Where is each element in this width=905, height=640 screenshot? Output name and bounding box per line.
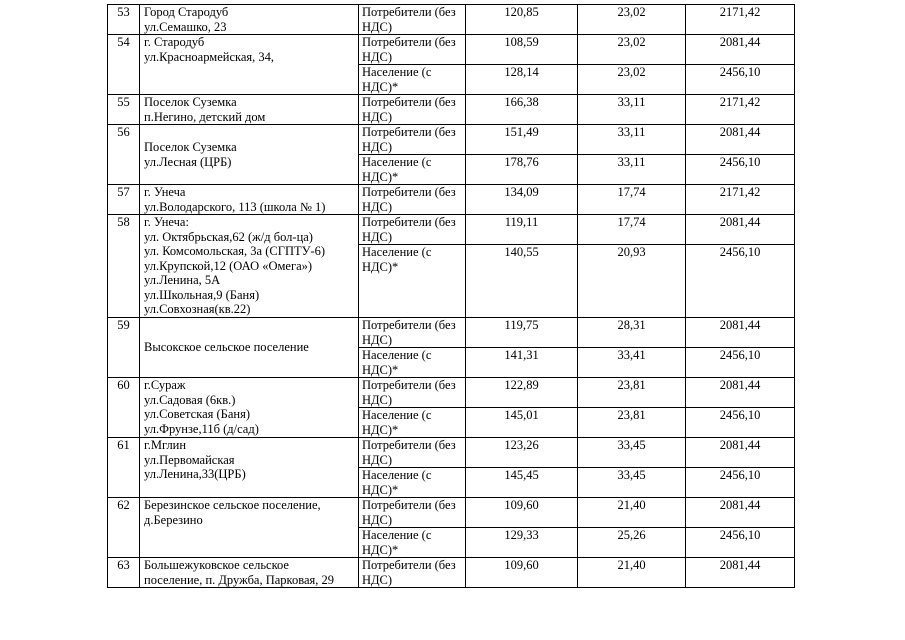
table-row bbox=[108, 95, 795, 125]
row-number: 53 bbox=[108, 5, 140, 35]
value-cell: 21,40 bbox=[578, 558, 686, 588]
value-cell: 33,11 bbox=[578, 95, 686, 125]
value-cell: 151,49 bbox=[466, 125, 578, 155]
tariff-table bbox=[107, 4, 795, 588]
table-row bbox=[108, 185, 795, 215]
consumer-category: Потребители (без НДС) bbox=[359, 558, 466, 588]
location-cell: г. Унеча: ул. Октябрьская,62 (ж/д бол-ца) ул. Комсомольская, 3а (СГПТУ-6) ул.Крупской,12 (ОАО «Омега») ул.Ленина, 5А ул.Школьная,9 (Баня) ул.Совхозная(кв.22) bbox=[140, 215, 359, 318]
value-cell: 129,33 bbox=[466, 528, 578, 558]
value-cell: 33,41 bbox=[578, 348, 686, 378]
consumer-category: Потребители (без НДС) bbox=[359, 185, 466, 215]
consumer-category: Потребители (без НДС) bbox=[359, 378, 466, 408]
value-cell: 21,40 bbox=[578, 498, 686, 528]
row-number: 58 bbox=[108, 215, 140, 318]
value-cell: 23,81 bbox=[578, 408, 686, 438]
consumer-category: Население (с НДС)* bbox=[359, 245, 466, 318]
table-row bbox=[108, 318, 795, 348]
row-number: 62 bbox=[108, 498, 140, 558]
consumer-category: Потребители (без НДС) bbox=[359, 5, 466, 35]
value-cell: 33,45 bbox=[578, 468, 686, 498]
location-cell: Поселок Суземка ул.Лесная (ЦРБ) bbox=[140, 125, 359, 185]
value-cell: 2081,44 bbox=[686, 35, 795, 65]
consumer-category: Население (с НДС)* bbox=[359, 468, 466, 498]
consumer-category: Потребители (без НДС) bbox=[359, 318, 466, 348]
location-cell: Поселок Суземка п.Негино, детский дом bbox=[140, 95, 359, 125]
consumer-category: Потребители (без НДС) bbox=[359, 498, 466, 528]
table-row bbox=[108, 215, 795, 245]
value-cell: 128,14 bbox=[466, 65, 578, 95]
table-row bbox=[108, 5, 795, 35]
value-cell: 2171,42 bbox=[686, 95, 795, 125]
value-cell: 20,93 bbox=[578, 245, 686, 318]
location-cell: Высокское сельское поселение bbox=[140, 318, 359, 378]
value-cell: 23,81 bbox=[578, 378, 686, 408]
consumer-category: Потребители (без НДС) bbox=[359, 215, 466, 245]
consumer-category: Население (с НДС)* bbox=[359, 408, 466, 438]
location-cell: Большежуковское сельское поселение, п. Дружба, Парковая, 29 bbox=[140, 558, 359, 588]
row-number: 61 bbox=[108, 438, 140, 498]
consumer-category: Население (с НДС)* bbox=[359, 528, 466, 558]
value-cell: 2081,44 bbox=[686, 438, 795, 468]
row-number: 63 bbox=[108, 558, 140, 588]
value-cell: 2081,44 bbox=[686, 558, 795, 588]
consumer-category: Население (с НДС)* bbox=[359, 65, 466, 95]
value-cell: 2081,44 bbox=[686, 125, 795, 155]
consumer-category: Потребители (без НДС) bbox=[359, 438, 466, 468]
value-cell: 23,02 bbox=[578, 35, 686, 65]
value-cell: 2456,10 bbox=[686, 468, 795, 498]
consumer-category: Население (с НДС)* bbox=[359, 348, 466, 378]
value-cell: 119,11 bbox=[466, 215, 578, 245]
value-cell: 23,02 bbox=[578, 5, 686, 35]
value-cell: 108,59 bbox=[466, 35, 578, 65]
table-row bbox=[108, 35, 795, 65]
value-cell: 2171,42 bbox=[686, 185, 795, 215]
value-cell: 33,11 bbox=[578, 125, 686, 155]
value-cell: 145,01 bbox=[466, 408, 578, 438]
value-cell: 2171,42 bbox=[686, 5, 795, 35]
table-row bbox=[108, 125, 795, 155]
value-cell: 17,74 bbox=[578, 215, 686, 245]
value-cell: 109,60 bbox=[466, 558, 578, 588]
value-cell: 178,76 bbox=[466, 155, 578, 185]
value-cell: 119,75 bbox=[466, 318, 578, 348]
value-cell: 2081,44 bbox=[686, 378, 795, 408]
value-cell: 2456,10 bbox=[686, 348, 795, 378]
value-cell: 2456,10 bbox=[686, 245, 795, 318]
value-cell: 123,26 bbox=[466, 438, 578, 468]
row-number: 56 bbox=[108, 125, 140, 185]
value-cell: 141,31 bbox=[466, 348, 578, 378]
table-row bbox=[108, 498, 795, 528]
consumer-category: Потребители (без НДС) bbox=[359, 35, 466, 65]
value-cell: 2456,10 bbox=[686, 408, 795, 438]
value-cell: 2081,44 bbox=[686, 215, 795, 245]
location-cell: г.Мглин ул.Первомайская ул.Ленина,33(ЦРБ) bbox=[140, 438, 359, 498]
row-number: 55 bbox=[108, 95, 140, 125]
row-number: 54 bbox=[108, 35, 140, 95]
consumer-category: Потребители (без НДС) bbox=[359, 125, 466, 155]
location-cell: Город Стародуб ул.Семашко, 23 bbox=[140, 5, 359, 35]
value-cell: 109,60 bbox=[466, 498, 578, 528]
location-cell: г. Стародуб ул.Красноармейская, 34, bbox=[140, 35, 359, 95]
value-cell: 2081,44 bbox=[686, 498, 795, 528]
value-cell: 2456,10 bbox=[686, 528, 795, 558]
consumer-category: Население (с НДС)* bbox=[359, 155, 466, 185]
value-cell: 33,11 bbox=[578, 155, 686, 185]
value-cell: 134,09 bbox=[466, 185, 578, 215]
value-cell: 2456,10 bbox=[686, 155, 795, 185]
value-cell: 25,26 bbox=[578, 528, 686, 558]
value-cell: 17,74 bbox=[578, 185, 686, 215]
row-number: 57 bbox=[108, 185, 140, 215]
table-row bbox=[108, 558, 795, 588]
table-row bbox=[108, 438, 795, 468]
value-cell: 166,38 bbox=[466, 95, 578, 125]
value-cell: 145,45 bbox=[466, 468, 578, 498]
value-cell: 120,85 bbox=[466, 5, 578, 35]
location-cell: Березинское сельское поселение, д.Березино bbox=[140, 498, 359, 558]
value-cell: 2456,10 bbox=[686, 65, 795, 95]
row-number: 59 bbox=[108, 318, 140, 378]
table-row bbox=[108, 378, 795, 408]
value-cell: 2081,44 bbox=[686, 318, 795, 348]
location-cell: г. Унеча ул.Володарского, 113 (школа № 1) bbox=[140, 185, 359, 215]
row-number: 60 bbox=[108, 378, 140, 438]
location-cell: г.Сураж ул.Садовая (6кв.) ул.Советская (Баня) ул.Фрунзе,11б (д/сад) bbox=[140, 378, 359, 438]
value-cell: 33,45 bbox=[578, 438, 686, 468]
tariff-table-body bbox=[108, 5, 795, 588]
consumer-category: Потребители (без НДС) bbox=[359, 95, 466, 125]
value-cell: 140,55 bbox=[466, 245, 578, 318]
value-cell: 28,31 bbox=[578, 318, 686, 348]
value-cell: 122,89 bbox=[466, 378, 578, 408]
value-cell: 23,02 bbox=[578, 65, 686, 95]
